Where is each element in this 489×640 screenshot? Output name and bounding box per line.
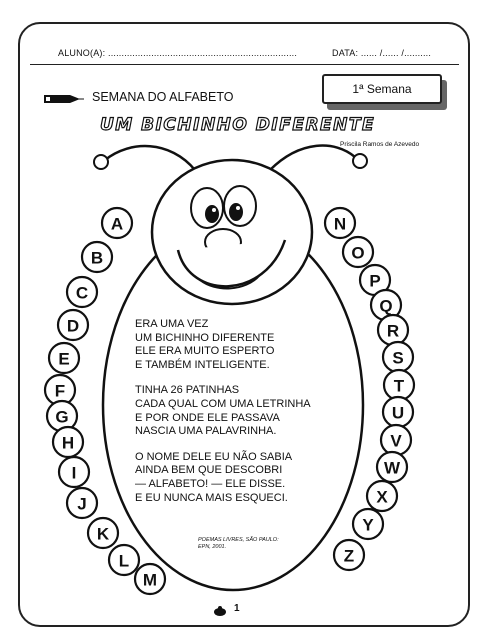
letter-x: X [376,487,388,507]
poem-line: ERA UMA VEZ [135,318,209,330]
poem-body [135,318,311,505]
credit-line: POEMAS LIVRES, SÃO PAULO: [198,537,279,543]
letter-q: Q [379,296,393,316]
letter-k: K [96,524,110,544]
letter-d: D [66,316,80,336]
letter-v: V [390,431,402,451]
letter-j: J [77,494,87,514]
credit-line: EPN, 2001. [198,544,227,550]
letter-t: T [393,376,405,396]
poem-line: TINHA 26 PATINHAS [135,384,240,397]
letter-c: C [75,283,89,303]
letter-n: N [333,214,347,234]
section-title: SEMANA DO ALFABETO [92,90,234,104]
poem-line: AINDA BEM QUE DESCOBRI [135,464,283,477]
poem-line: CADA QUAL COM UMA LETRINHA [135,397,311,410]
student-name-field[interactable]: ALUNO(A): ...................................................................... [58,48,298,58]
poem-line: NASCIA UMA PALAVRINHA. [135,425,277,438]
poem-line: E EU NUNCA MAIS ESQUECI. [135,491,288,504]
poem-line: — ALFABETO! — ELE DISSE. [135,477,286,490]
page-number: 1 [234,603,240,614]
date-field[interactable]: DATA: ...... /...... /.......... [332,48,432,58]
poem-title: UM BICHINHO DIFERENTE [100,115,376,135]
poem-line: ELE ERA MUITO ESPERTO [135,345,275,358]
letter-m: M [142,570,158,590]
letter-z: Z [343,546,355,566]
poem-line: UM BICHINHO DIFERENTE [135,331,275,344]
poem-credit [198,537,279,551]
poem-line: O NOME DELE EU NÃO SABIA [135,450,293,463]
letter-e: E [58,349,70,369]
letter-u: U [391,403,405,423]
letter-p: P [369,271,381,291]
letter-f: F [54,381,66,401]
letter-r: R [386,321,400,341]
letter-a: A [110,214,124,234]
bug-icon [212,604,228,622]
poem-line: E POR ONDE ELE PASSAVA [135,411,280,424]
poem-author: Priscila Ramos de Azevedo [340,141,420,148]
week-label: 1ª Semana [352,82,412,96]
letter-y: Y [362,515,374,535]
letter-b: B [90,248,104,268]
letter-l: L [118,551,130,571]
letter-h: H [61,433,75,453]
poem-line: E TAMBÉM INTELIGENTE. [135,358,270,371]
letter-o: O [351,243,365,263]
letter-w: W [383,458,401,478]
letter-i: I [71,463,77,483]
letter-s: S [392,348,404,368]
letter-g: G [55,407,69,427]
